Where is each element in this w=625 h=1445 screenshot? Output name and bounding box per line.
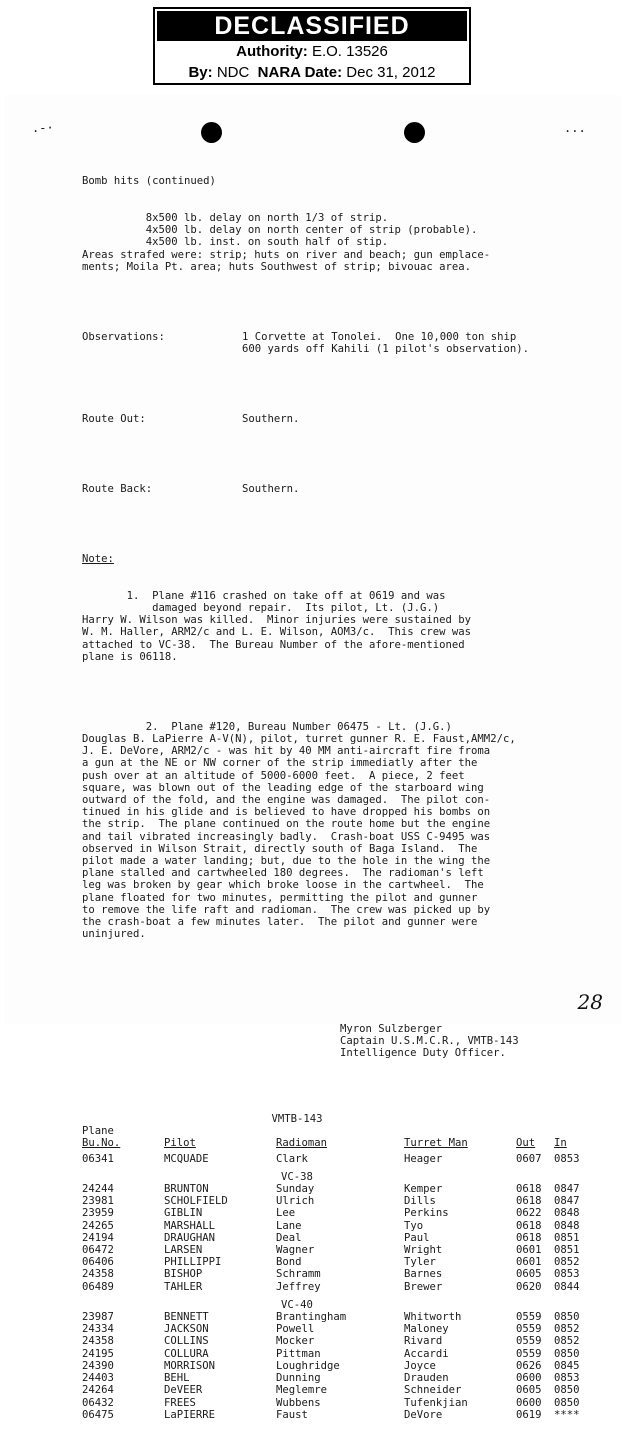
text-line: plane is 06118. xyxy=(82,650,178,663)
text-line: the strip. The plane continued on the route home but the engine xyxy=(82,818,491,831)
table-cell: **** xyxy=(554,1408,580,1421)
text-line: plane stalled and cartwheeled 180 degrees. The radioman's left xyxy=(82,867,484,880)
table-cell: 0850 xyxy=(554,1347,580,1360)
table-cell: LARSEN xyxy=(164,1244,203,1257)
table-cell: 24264 xyxy=(82,1384,114,1397)
table-cell: Rivard xyxy=(404,1335,443,1348)
table-cell: 0848 xyxy=(554,1207,580,1220)
table-cell: DeVore xyxy=(404,1408,443,1421)
table-cell: 24265 xyxy=(82,1219,114,1232)
table-cell: MORRISON xyxy=(164,1359,216,1372)
table-cell: Radioman xyxy=(276,1137,328,1150)
table-row xyxy=(82,1256,612,1268)
table-cell: 0851 xyxy=(554,1244,580,1257)
table-cell: Pittman xyxy=(276,1347,321,1360)
plane-label: Plane xyxy=(82,1125,114,1138)
text-line: the crash-boat a few minutes later. The pilot and gunner were xyxy=(82,915,478,928)
table-cell: Brewer xyxy=(404,1280,443,1293)
table-cell: Dills xyxy=(404,1195,436,1208)
text-line: damaged beyond repair. Its pilot, Lt. (J.G.) xyxy=(82,601,440,614)
table-cell: 23981 xyxy=(82,1195,114,1208)
table-cell: 24195 xyxy=(82,1347,114,1360)
table-cell: 06341 xyxy=(82,1152,114,1165)
text-line: J. E. DeVore, ARM2/c - was hit by 40 MM anti-aircraft fire froma xyxy=(82,745,491,758)
table-cell: 0853 xyxy=(554,1152,580,1165)
table-row xyxy=(82,1311,612,1323)
stamp-by-date: By: NDC NARA Date: Dec 31, 2012 xyxy=(188,64,436,81)
table-cell: Jeffrey xyxy=(276,1280,321,1293)
table-cell: Out xyxy=(516,1137,536,1150)
text-line: 600 yards off Kahili (1 pilot's observation). xyxy=(242,343,530,356)
table-row xyxy=(82,1397,612,1409)
note-label: Note: xyxy=(82,553,114,566)
table-cell: Tyo xyxy=(404,1219,424,1232)
table-cell: 0852 xyxy=(554,1335,580,1348)
note-paragraph-1 xyxy=(82,590,612,663)
table-cell: Mocker xyxy=(276,1335,315,1348)
table-cell: 0852 xyxy=(554,1256,580,1269)
table-cell: Kemper xyxy=(404,1183,443,1196)
signature-line: Myron Sulzberger xyxy=(340,1022,443,1035)
table-cell: 0600 xyxy=(516,1372,542,1385)
table-cell: 0852 xyxy=(554,1323,580,1336)
table-cell: Bu.No. xyxy=(82,1137,121,1150)
text-line: a gun at the NE or NW corner of the strip immediatly after the xyxy=(82,757,478,770)
text-line: 8x500 lb. delay on north 1/3 of strip. xyxy=(82,212,389,225)
table-cell: Meglemre xyxy=(276,1384,328,1397)
table-cell: 0850 xyxy=(554,1396,580,1409)
table-cell: In xyxy=(554,1137,567,1150)
text-line: and tail vibrated increasingly badly. Crash-boat USS C-9495 was xyxy=(82,830,491,843)
table-cell: BEHL xyxy=(164,1372,190,1385)
table-cell: 0622 xyxy=(516,1207,542,1220)
text-line: pilot made a water landing; but, due to the hole in the wing the xyxy=(82,854,491,867)
text-line: square, was blown out of the leading edge of the starboard wing xyxy=(82,781,484,794)
roster-table xyxy=(82,1113,612,1421)
table-cell: 0850 xyxy=(554,1384,580,1397)
table-cell: Schneider xyxy=(404,1384,462,1397)
text-line: outward of the fold, and the engine was damaged. The pilot con- xyxy=(82,793,491,806)
table-row xyxy=(82,1232,612,1244)
text-line: Areas strafed were: strip; huts on river and beach; gun emplace- xyxy=(82,248,491,261)
table-cell: 0559 xyxy=(516,1335,542,1348)
table-cell: MCQUADE xyxy=(164,1152,209,1165)
text-line: ments; Moila Pt. area; huts Southwest of strip; bivouac area. xyxy=(82,260,472,273)
table-cell: Schramm xyxy=(276,1268,321,1281)
table-row xyxy=(82,1360,612,1372)
table-row xyxy=(82,1207,612,1219)
table-cell: Accardi xyxy=(404,1347,449,1360)
table-row xyxy=(82,1409,612,1421)
text-line: observed in Wilson Strait, directly south of Baga Island. The xyxy=(82,842,478,855)
table-cell: Maloney xyxy=(404,1323,449,1336)
table-cell: 0850 xyxy=(554,1311,580,1324)
table-cell: Sunday xyxy=(276,1183,315,1196)
signature-line: Intelligence Duty Officer. xyxy=(340,1047,506,1060)
table-cell: 0847 xyxy=(554,1195,580,1208)
table-cell: 06475 xyxy=(82,1408,114,1421)
text-line: to remove the life raft and radioman. The crew was picked up by xyxy=(82,903,491,916)
table-cell: DRAUGHAN xyxy=(164,1231,216,1244)
table-cell: SCHOLFIELD xyxy=(164,1195,228,1208)
table-cell: Ulrich xyxy=(276,1195,315,1208)
table-cell: 0851 xyxy=(554,1231,580,1244)
table-cell: 23987 xyxy=(82,1311,114,1324)
table-cell: Joyce xyxy=(404,1359,436,1372)
declassified-stamp xyxy=(153,7,471,85)
table-cell: Drauden xyxy=(404,1372,449,1385)
table-cell: 0620 xyxy=(516,1280,542,1293)
table-cell: 0607 xyxy=(516,1152,542,1165)
table-cell: 0848 xyxy=(554,1219,580,1232)
text-line: uninjured. xyxy=(82,928,146,941)
route-back: Route Back: Southern. xyxy=(82,483,300,496)
top-left-mark: .-· xyxy=(32,121,54,135)
note-section xyxy=(82,553,612,965)
table-row xyxy=(82,1323,612,1335)
table-row xyxy=(82,1220,612,1232)
text-line: 4x500 lb. delay on north center of strip (probable). xyxy=(82,224,478,237)
table-cell: GIBLIN xyxy=(164,1207,203,1220)
page-number: 28 xyxy=(577,990,603,1014)
table-cell: 0618 xyxy=(516,1183,542,1196)
table-cell: 0853 xyxy=(554,1268,580,1281)
table-cell: 0847 xyxy=(554,1183,580,1196)
table-cell: 0626 xyxy=(516,1359,542,1372)
table-cell: 24244 xyxy=(82,1183,114,1196)
table-row xyxy=(82,1244,612,1256)
table-cell: 24334 xyxy=(82,1323,114,1336)
table-cell: Whitworth xyxy=(404,1311,462,1324)
stamp-title: DECLASSIFIED xyxy=(157,11,467,41)
signature-line: Captain U.S.M.C.R., VMTB-143 xyxy=(340,1034,519,1047)
text-line: Douglas B. LaPierre A-V(N), pilot, turret gunner R. E. Faust,AMM2/c, xyxy=(82,732,516,745)
text-line: push over at an altitude of 5000-6000 feet. A piece, 2 feet xyxy=(82,769,465,782)
table-cell: Powell xyxy=(276,1323,315,1336)
table-row xyxy=(82,1335,612,1347)
note-paragraph-2 xyxy=(82,721,612,941)
table-cell: PHILLIPPI xyxy=(164,1256,222,1269)
document-page xyxy=(4,95,621,1421)
table-cell: 0619 xyxy=(516,1408,542,1421)
observations: Observations: 1 Corvette at Tonolei. One 10,000 ton ship 600 yards off Kahili (1 pilot's observation). xyxy=(82,330,530,356)
table-cell: BISHOP xyxy=(164,1268,203,1281)
table-row xyxy=(82,1372,612,1384)
bomb-hits-lines xyxy=(82,212,612,273)
text-line: W. M. Haller, ARM2/c and L. E. Wilson, AOM3/c. This crew was xyxy=(82,626,472,639)
table-cell: 0853 xyxy=(554,1372,580,1385)
table-cell: 0559 xyxy=(516,1323,542,1336)
table-cell: 0601 xyxy=(516,1244,542,1257)
table-cell: Turret Man xyxy=(404,1137,468,1150)
table-cell: 06432 xyxy=(82,1396,114,1409)
punch-hole-left xyxy=(201,122,222,143)
table-cell: 0605 xyxy=(516,1384,542,1397)
table-row xyxy=(82,1268,612,1280)
table-cell: 0605 xyxy=(516,1268,542,1281)
table-cell: 24358 xyxy=(82,1335,114,1348)
table-cell: 24403 xyxy=(82,1372,114,1385)
table-cell: 0559 xyxy=(516,1311,542,1324)
table-row xyxy=(82,1183,612,1195)
table-cell: 24390 xyxy=(82,1359,114,1372)
table-cell: Heager xyxy=(404,1152,443,1165)
table-cell: Tyler xyxy=(404,1256,436,1269)
text-line: 1 Corvette at Tonolei. One 10,000 ton ship xyxy=(242,330,517,343)
table-cell: Pilot xyxy=(164,1137,196,1150)
table-cell: Tufenkjian xyxy=(404,1396,468,1409)
table-row xyxy=(82,1195,612,1207)
table-cell: 0844 xyxy=(554,1280,580,1293)
stamp-authority: Authority: E.O. 13526 xyxy=(236,43,388,60)
bomb-hits-heading: Bomb hits (continued) xyxy=(82,175,216,188)
table-row xyxy=(82,1153,612,1165)
table-cell: 0618 xyxy=(516,1195,542,1208)
table-cell: Deal xyxy=(276,1231,302,1244)
table-cell: 0618 xyxy=(516,1219,542,1232)
table-cell: LaPIERRE xyxy=(164,1408,216,1421)
table-cell: Lane xyxy=(276,1219,302,1232)
table-cell: 24194 xyxy=(82,1231,114,1244)
table-cell: Faust xyxy=(276,1408,308,1421)
table-cell: BENNETT xyxy=(164,1311,209,1324)
text-line: 1. Plane #116 crashed on take off at 0619 and was xyxy=(82,589,446,602)
table-cell: 06472 xyxy=(82,1244,114,1257)
table-cell: Dunning xyxy=(276,1372,321,1385)
table-cell: Perkins xyxy=(404,1207,449,1220)
table-cell: 23959 xyxy=(82,1207,114,1220)
table-cell: FREES xyxy=(164,1396,196,1409)
table-cell: 06489 xyxy=(82,1280,114,1293)
squadron-heading: VC-38 xyxy=(281,1170,313,1183)
route-out: Route Out: Southern. xyxy=(82,413,300,426)
punch-hole-right xyxy=(404,122,425,143)
table-cell: Wright xyxy=(404,1244,443,1257)
table-cell: BRUNTON xyxy=(164,1183,209,1196)
table-cell: TAHLER xyxy=(164,1280,203,1293)
table-cell: Bond xyxy=(276,1256,302,1269)
squadron-heading: VC-40 xyxy=(281,1298,313,1311)
document-body xyxy=(82,151,612,1445)
text-line: plane floated for two minutes, permitting the pilot and gunner xyxy=(82,891,478,904)
table-cell: 0600 xyxy=(516,1396,542,1409)
table-cell: Barnes xyxy=(404,1268,443,1281)
table-header xyxy=(82,1137,612,1149)
table-cell: DeVEER xyxy=(164,1384,203,1397)
text-line: Harry W. Wilson was killed. Minor injuries were sustained by xyxy=(82,614,472,627)
text-line: 2. Plane #120, Bureau Number 06475 - Lt. (J.G.) xyxy=(82,720,452,733)
table-row xyxy=(82,1384,612,1396)
text-line: tinued in his glide and is believed to have dropped his bombs on xyxy=(82,806,491,819)
table-cell: JACKSON xyxy=(164,1323,209,1336)
table-cell: Clark xyxy=(276,1152,308,1165)
table-cell: Brantingham xyxy=(276,1311,347,1324)
signature-block xyxy=(340,1023,612,1060)
table-cell: COLLURA xyxy=(164,1347,209,1360)
table-cell: Paul xyxy=(404,1231,430,1244)
table-cell: MARSHALL xyxy=(164,1219,216,1232)
table-cell: 0559 xyxy=(516,1347,542,1360)
table-cell: 0618 xyxy=(516,1231,542,1244)
table-cell: 24358 xyxy=(82,1268,114,1281)
table-row xyxy=(82,1281,612,1293)
text-line: attached to VC-38. The Bureau Number of the afore-mentioned xyxy=(82,638,465,651)
top-right-mark: ... xyxy=(564,121,586,135)
squadron-heading: VMTB-143 xyxy=(271,1113,323,1126)
table-cell: Lee xyxy=(276,1207,296,1220)
table-cell: 0845 xyxy=(554,1359,580,1372)
table-cell: 0601 xyxy=(516,1256,542,1269)
table-cell: Wubbens xyxy=(276,1396,321,1409)
text-line: 4x500 lb. inst. on south half of stip. xyxy=(82,236,389,249)
table-cell: Wagner xyxy=(276,1244,315,1257)
text-line: leg was broken by gear which broke loose in the cartwheel. The xyxy=(82,879,484,892)
table-cell: Loughridge xyxy=(276,1359,340,1372)
table-cell: COLLINS xyxy=(164,1335,209,1348)
table-row xyxy=(82,1348,612,1360)
table-cell: 06406 xyxy=(82,1256,114,1269)
